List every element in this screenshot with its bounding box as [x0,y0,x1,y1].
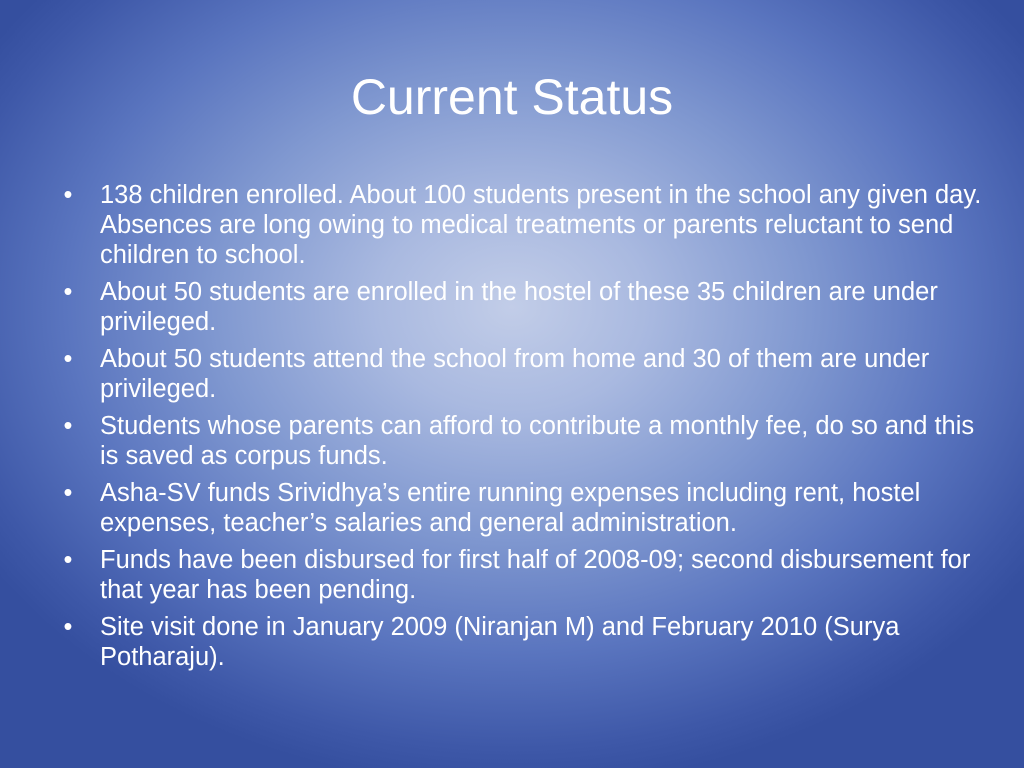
bullet-text: Asha-SV funds Srividhya’s entire running expenses including rent, hostel expenses, teacher’s salaries and general administration. [100,479,921,537]
bullet-text: Site visit done in January 2009 (Niranjan M) and February 2010 (Surya Potharaju). [100,613,900,671]
bullet-item [56,277,986,337]
bullet-item [56,612,986,672]
bullet-text: Students whose parents can afford to contribute a monthly fee, do so and this is saved as corpus funds. [100,412,975,470]
bullet-item [56,180,986,270]
bullet-icon: • [63,479,73,507]
bullet-list [56,180,986,679]
bullet-text: About 50 students are enrolled in the hostel of these 35 children are under privileged. [100,278,938,336]
bullet-item [56,545,986,605]
slide-title: Current Status [350,69,674,125]
bullet-icon: • [63,546,73,574]
bullet-icon: • [63,278,73,306]
bullet-icon: • [63,181,73,209]
bullet-icon: • [63,412,73,440]
bullet-text: Funds have been disbursed for first half of 2008-09; second disbursement for that year has been pending. [100,546,971,604]
bullet-icon: • [63,345,73,373]
bullet-item [56,478,986,538]
bullet-item [56,411,986,471]
bullet-text: 138 children enrolled. About 100 students present in the school any given day. Absences are long owing to medical treatments or parents reluctant to send children to school. [100,181,982,269]
bullet-icon: • [63,613,73,641]
bullet-text: About 50 students attend the school from home and 30 of them are under privileged. [100,345,930,403]
bullet-item [56,344,986,404]
